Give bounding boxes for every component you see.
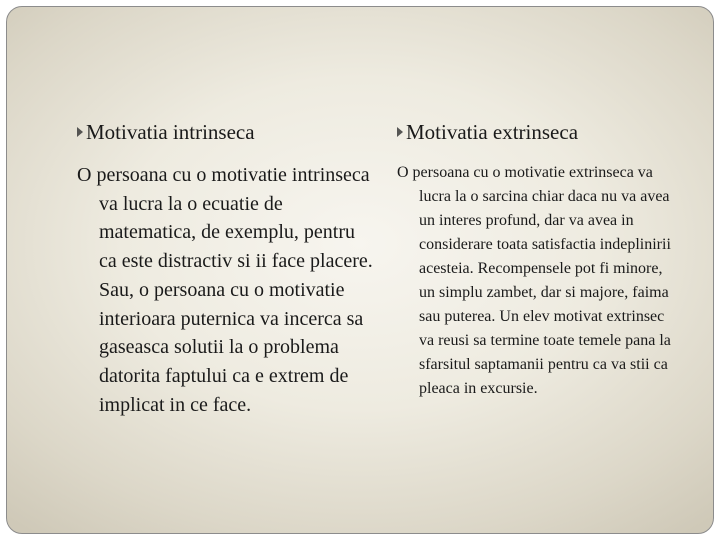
left-column [77,119,377,419]
left-heading [77,119,377,145]
left-heading-text: Motivatia intrinseca [86,120,255,144]
bullet-arrow-icon [77,127,83,137]
slide [6,6,714,534]
left-body-text: O persoana cu o motivatie intrinseca va lucra la o ecuatie de matematica, de exemplu, pentru ca este distractiv si ii face placere. Sau, o persoana cu o motivatie interioara puternica va incerca sa gaseasca solutii la o problema datorita faptului ca e extrem de implicat in ce face. [77,164,373,416]
right-column [397,119,697,401]
right-heading-text: Motivatia extrinseca [406,120,579,144]
right-body-text: O persoana cu o motivatie extrinseca va lucra la o sarcina chiar daca nu va avea un interes profund, dar va avea in considerare toata satisfactia indeplinirii acesteia. Recompensele pot fi minore, un simplu zambet, dar si majore, faima sau puterea. Un elev motivat extrinsec va reusi sa termine toate temele pana la sfarsitul saptamanii pentru ca va stii ca pleaca in excursie. [397,164,671,397]
right-heading [397,119,697,145]
bullet-arrow-icon [397,127,403,137]
